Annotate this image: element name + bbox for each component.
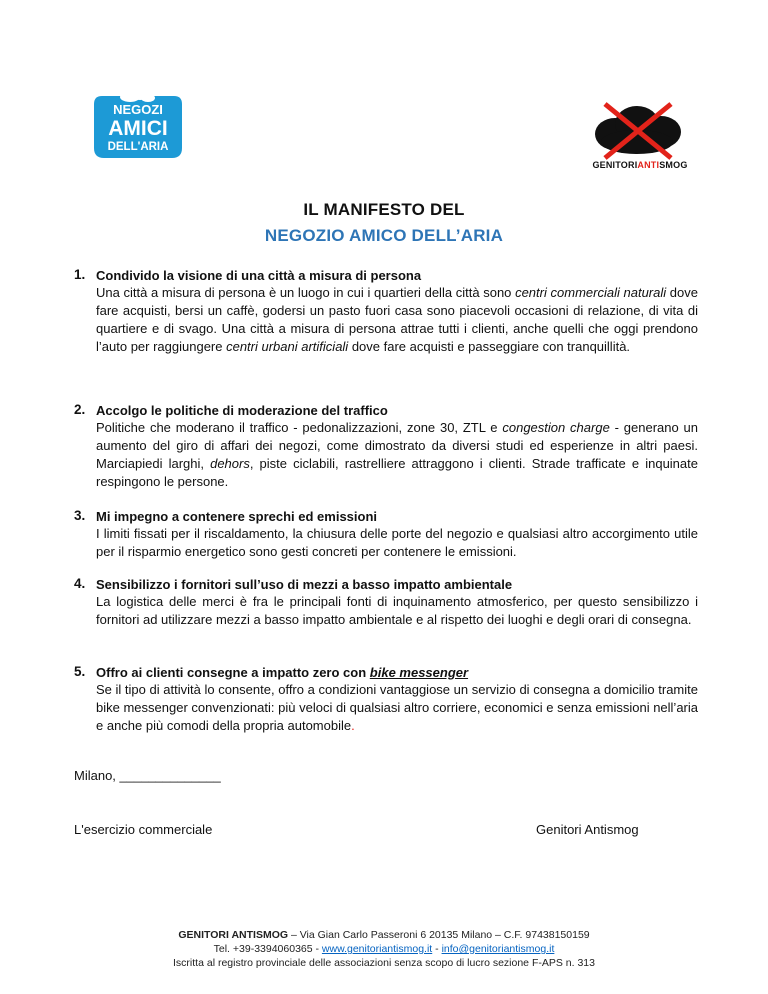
negozi-amici-logo	[88, 90, 188, 162]
point-heading: Offro ai clienti consegne a impatto zero con bike messenger	[96, 665, 469, 680]
manifesto-point-5	[74, 664, 698, 735]
footer	[0, 928, 768, 970]
manifesto-point-3	[74, 508, 698, 561]
title-line1: IL MANIFESTO DEL	[303, 200, 465, 219]
manifesto-point-2	[74, 402, 698, 491]
point-heading: Condivido la visione di una città a misura di persona	[96, 268, 422, 283]
shop-signature-label: L'esercizio commerciale	[74, 822, 213, 837]
point-body: Politiche che moderano il traffico - pedonalizzazioni, zone 30, ZTL e congestion charge - generano un aumento del giro di affari dei negozi, come dimostrato da diversi studi ed esperienze in altri paesi. Marciapiedi larghi, dehors, piste ciclabili, rastrelliere attraggono i clienti. Strade trafficate e inquinate respingono le persone.	[96, 420, 698, 489]
antismog-wordmark: GENITORIANTISMOG	[592, 160, 688, 170]
footer-line3: Iscritta al registro provinciale delle associazioni senza scopo di lucro sezione F-APS n. 313	[173, 957, 595, 969]
manifesto-point-1	[74, 267, 698, 356]
point-body: Una città a misura di persona è un luogo in cui i quartieri della città sono centri commerciali naturali dove fare acquisti, bersi un caffè, godersi un pasto fuori casa sono piacevoli occasioni di relazione, di vita di quartiere e di svago. Una città a misura di persona attrae tutti i clienti, anche quelli che oggi prendono l’auto per raggiungere centri urbani artificiali dove fare acquisti e passeggiare con tranquillità.	[96, 285, 698, 354]
footer-line2: Tel. +39-3394060365 - www.genitoriantismog.it - info@genitoriantismog.it	[213, 943, 555, 955]
point-body: I limiti fissati per il riscaldamento, la chiusura delle porte del negozio e qualsiasi altro accorgimento utile per il risparmio energetico sono gesti concreti per contenere le emissioni.	[96, 526, 698, 559]
point-heading: Mi impegno a contenere sprechi ed emissioni	[96, 509, 378, 524]
footer-line1: GENITORI ANTISMOG – Via Gian Carlo Passeroni 6 20135 Milano – C.F. 97438150159	[178, 929, 590, 941]
email-link[interactable]: info@genitoriantismog.it	[441, 943, 555, 955]
point-heading: Sensibilizzo i fornitori sull’uso di mezzi a basso impatto ambientale	[96, 577, 513, 592]
logo-left-line2: AMICI	[108, 117, 168, 140]
website-link[interactable]: www.genitoriantismog.it	[321, 943, 433, 955]
point-number: 3.	[74, 508, 86, 523]
point-body: Se il tipo di attività lo consente, offro a condizioni vantaggiose un servizio di consegna a domicilio tramite bike messenger convenzionati: più veloci di qualsiasi altro corriere, economici e senza emissioni nell’aria e anche più comodi della propria automobile.	[96, 682, 698, 733]
point-number: 1.	[74, 267, 86, 282]
point-number: 4.	[74, 576, 86, 591]
logo-left-line3: DELL'ARIA	[107, 141, 169, 153]
point-number: 5.	[74, 664, 86, 679]
point-number: 2.	[74, 402, 86, 417]
title-line2: NEGOZIO AMICO DELL’ARIA	[264, 226, 504, 245]
association-signature-label: Genitori Antismog	[536, 822, 639, 837]
logo-left-line1: NEGOZI	[113, 102, 163, 117]
manifesto-point-4	[74, 576, 698, 629]
point-body: La logistica delle merci è fra le principali fonti di inquinamento atmosferico, per questo sensibilizzo i fornitori ad utilizzare mezzi a basso impatto ambientale e al rispetto dei luoghi e degli orari di consegna.	[96, 594, 698, 627]
point-heading: Accolgo le politiche di moderazione del traffico	[96, 403, 388, 418]
place-date-line: Milano, ______________	[74, 768, 221, 783]
